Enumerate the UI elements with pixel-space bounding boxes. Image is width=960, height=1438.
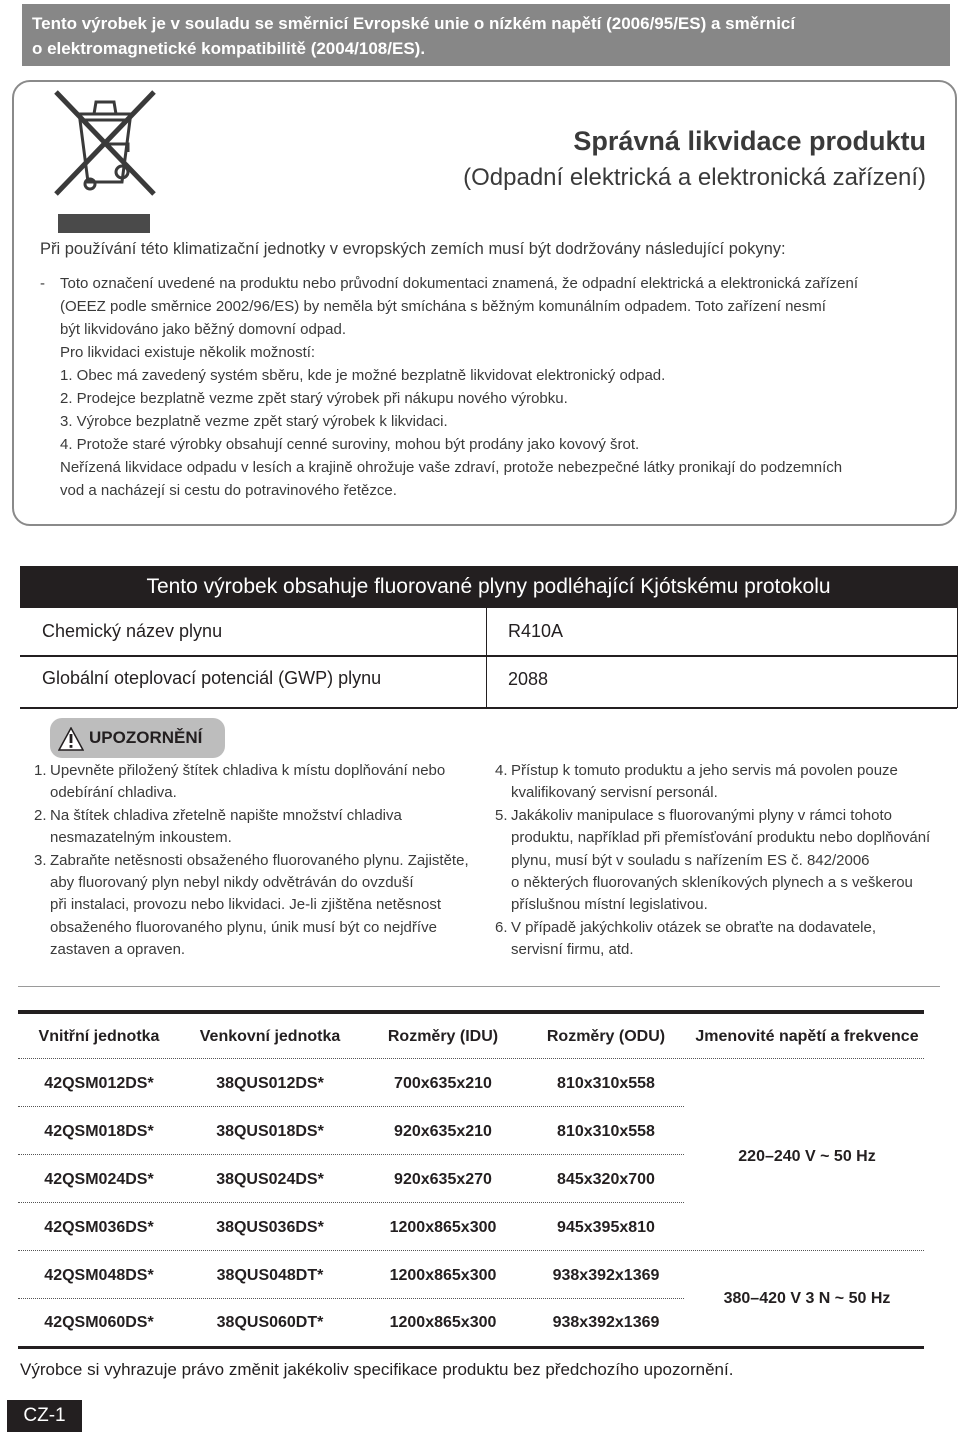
indoor-model: 42QSM024DS*: [44, 1171, 154, 1188]
warning-item: [34, 760, 484, 805]
disposal-line: Pro likvidaci existuje několik možností:: [60, 344, 316, 361]
row-divider: [18, 1154, 684, 1155]
dash-marker: -: [40, 275, 45, 292]
outdoor-model: 38QUS024DS*: [216, 1171, 324, 1188]
warning-item: [495, 917, 945, 962]
disposal-line: [40, 272, 920, 295]
idu-dimensions: 920x635x270: [394, 1171, 492, 1188]
header-divider: [18, 1058, 924, 1059]
idu-dimensions: 700x635x210: [394, 1075, 492, 1092]
model-spec-table: [18, 1010, 924, 1350]
footer-disclaimer: Výrobce si vyhrazuje právo změnit jakékoliv specifikace produktu bez předchozího upozornění.: [20, 1360, 734, 1379]
warning-item: [34, 805, 484, 850]
outdoor-model: 38QUS060DT*: [216, 1314, 324, 1331]
col-header-odu-dim: Rozměry (ODU): [546, 1028, 666, 1045]
outdoor-model: 38QUS048DT*: [216, 1267, 324, 1284]
disposal-body: [40, 272, 920, 502]
odu-dimensions: 810x310x558: [557, 1075, 655, 1092]
odu-dimensions: 938x392x1369: [552, 1267, 660, 1284]
odu-dimensions: 845x320x700: [557, 1171, 655, 1188]
warning-triangle-icon: [58, 727, 84, 751]
voltage-three-phase: 380–420 V 3 N ~ 50 Hz: [723, 1290, 891, 1307]
table-top-rule: [18, 1010, 924, 1014]
table-bottom-rule: [18, 1346, 924, 1349]
disposal-intro: Při používání této klimatizační jednotky v evropských zemích musí být dodržovány následující pokyny:: [40, 240, 786, 258]
disposal-line: Neřízená likvidace odpadu v lesích a krajině ohrožuje vaše zdraví, protože nebezpečné látky pronikají do podzemních: [60, 459, 843, 476]
idu-dimensions: 1200x865x300: [389, 1314, 497, 1331]
col-header-idu-dim: Rozměry (IDU): [387, 1028, 499, 1045]
item-line: Zabraňte netěsnosti obsaženého fluorovaného plynu. Zajistěte,: [50, 851, 469, 869]
item-line: o některých fluorovaných skleníkových plynech a s veškerou: [511, 874, 913, 892]
row-divider: [18, 1106, 684, 1107]
section-divider: [18, 986, 940, 987]
row-divider: [20, 707, 957, 709]
warning-item: [495, 760, 945, 805]
item-line: V případě jakýchkoliv otázek se obraťte na dodavatele,: [511, 918, 877, 936]
row-divider: [18, 1202, 684, 1203]
col-header-voltage: Jmenovité napětí a frekvence: [695, 1028, 919, 1045]
marking-bar: [58, 214, 150, 233]
disposal-text: Toto označení uvedené na produktu nebo průvodní dokumentaci znamená, že odpadní elektrická a elektronická zařízení: [60, 275, 859, 292]
banner-line-1: Tento výrobek je v souladu se směrnicí Evropské unie o nízkém napětí (2006/95/ES) a směrnicí: [32, 14, 796, 33]
gas-label-gwp: Globální oteplovací potenciál (GWP) plynu: [42, 668, 382, 688]
outdoor-model: 38QUS036DS*: [216, 1219, 324, 1236]
idu-dimensions: 920x635x210: [394, 1123, 492, 1140]
item-number: 5.: [495, 806, 508, 824]
item-line: produktu, například při přemísťování produktu nebo doplňování: [511, 829, 931, 847]
disposal-line: vod a nacházejí si cestu do potravinového řetězce.: [60, 482, 397, 499]
item-line: aby fluorovaný plyn nebyl nikdy odvětráván do ovzduší: [50, 874, 414, 892]
column-divider: [486, 608, 487, 708]
item-line: kvalifikovaný servisní personál.: [511, 784, 718, 802]
banner-line-2: o elektromagnetické kompatibilitě (2004/108/ES).: [32, 39, 426, 58]
indoor-model: 42QSM060DS*: [44, 1314, 154, 1331]
gas-value-gwp: 2088: [508, 669, 549, 689]
outdoor-model: 38QUS018DS*: [216, 1123, 324, 1140]
disposal-title: Správná likvidace produktu: [573, 126, 926, 156]
row-divider: [20, 655, 957, 657]
page-number-badge: CZ-1: [7, 1400, 82, 1432]
item-number: 3.: [34, 851, 47, 869]
indoor-model: 42QSM018DS*: [44, 1123, 154, 1140]
item-line: obsaženého fluorovaného plynu, únik musí být co nejdříve: [50, 918, 437, 936]
disposal-option: 2. Prodejce bezplatně vezme zpět starý výrobek při nákupu nového výrobku.: [60, 390, 568, 407]
disposal-option: 3. Výrobce bezplatně vezme zpět starý výrobek k likvidaci.: [60, 413, 448, 430]
item-number: 6.: [495, 918, 508, 936]
item-line: Na štítek chladiva zřetelně napište množství chladiva: [50, 806, 402, 824]
disposal-line: (OEEZ podle směrnice 2002/96/ES) by neměla být smíchána s běžným komunálním odpadem. Toto zařízení nesmí: [60, 298, 826, 315]
idu-dimensions: 1200x865x300: [389, 1267, 497, 1284]
col-header-indoor: Vnitřní jednotka: [38, 1028, 160, 1045]
item-number: 4.: [495, 762, 508, 779]
warning-list-left: [34, 760, 484, 962]
voltage-single-phase: 220–240 V ~ 50 Hz: [738, 1148, 876, 1165]
item-line: při instalaci, provozu nebo likvidaci. Je-li zjištěna netěsnost: [50, 896, 442, 914]
outdoor-model: 38QUS012DS*: [216, 1075, 324, 1092]
item-line: příslušnou místní legislativou.: [511, 896, 708, 914]
row-divider: [18, 1298, 684, 1299]
indoor-model: 42QSM012DS*: [44, 1075, 154, 1092]
warning-list-right: [495, 760, 945, 962]
indoor-model: 42QSM036DS*: [44, 1219, 154, 1236]
item-line: servisní firmu, atd.: [511, 941, 634, 959]
idu-dimensions: 1200x865x300: [389, 1219, 497, 1236]
table-border: [957, 566, 958, 708]
gas-label-chemical: Chemický název plynu: [42, 621, 223, 641]
item-line: nesmazatelným inkoustem.: [50, 829, 232, 847]
warning-item: [34, 850, 484, 962]
row-divider: [18, 1250, 924, 1251]
crossed-out-bin-icon: [42, 86, 172, 204]
item-line: Jakákoliv manipulace s fluorovanými plyny v rámci tohoto: [511, 806, 892, 824]
warning-title: UPOZORNĚNÍ: [89, 728, 203, 747]
item-line: odebírání chladiva.: [50, 784, 177, 802]
item-number: 2.: [34, 806, 47, 824]
indoor-model: 42QSM048DS*: [44, 1267, 154, 1284]
item-line: Přístup k tomuto produktu a jeho servis má povolen pouze: [511, 762, 898, 779]
gas-value-chemical: R410A: [508, 621, 564, 641]
warning-item: [495, 805, 945, 917]
item-line: plynu, musí být v souladu s nařízením ES č. 842/2006: [511, 851, 870, 869]
gas-table-header: Tento výrobek obsahuje fluorované plyny podléhající Kjótskému protokolu: [20, 566, 957, 608]
odu-dimensions: 945x395x810: [557, 1219, 655, 1236]
odu-dimensions: 938x392x1369: [552, 1314, 660, 1331]
item-line: zastaven a opraven.: [50, 941, 186, 959]
compliance-banner: [22, 4, 950, 66]
disposal-subtitle: (Odpadní elektrická a elektronická zařízení): [463, 164, 926, 191]
disposal-option: 4. Protože staré výrobky obsahují cenné suroviny, mohou být prodány jako kovový šrot.: [60, 436, 640, 453]
item-number: 1.: [34, 762, 47, 779]
disposal-line: být likvidováno jako běžný domovní odpad.: [60, 321, 347, 338]
fluorinated-gas-table: [20, 566, 957, 708]
col-header-outdoor: Venkovní jednotka: [199, 1028, 341, 1045]
item-line: Upevněte přiložený štítek chladiva k místu doplňování nebo: [50, 762, 446, 779]
disposal-option: 1. Obec má zavedený systém sběru, kde je možné bezplatně likvidovat elektronický odpad.: [60, 367, 666, 384]
odu-dimensions: 810x310x558: [557, 1123, 655, 1140]
